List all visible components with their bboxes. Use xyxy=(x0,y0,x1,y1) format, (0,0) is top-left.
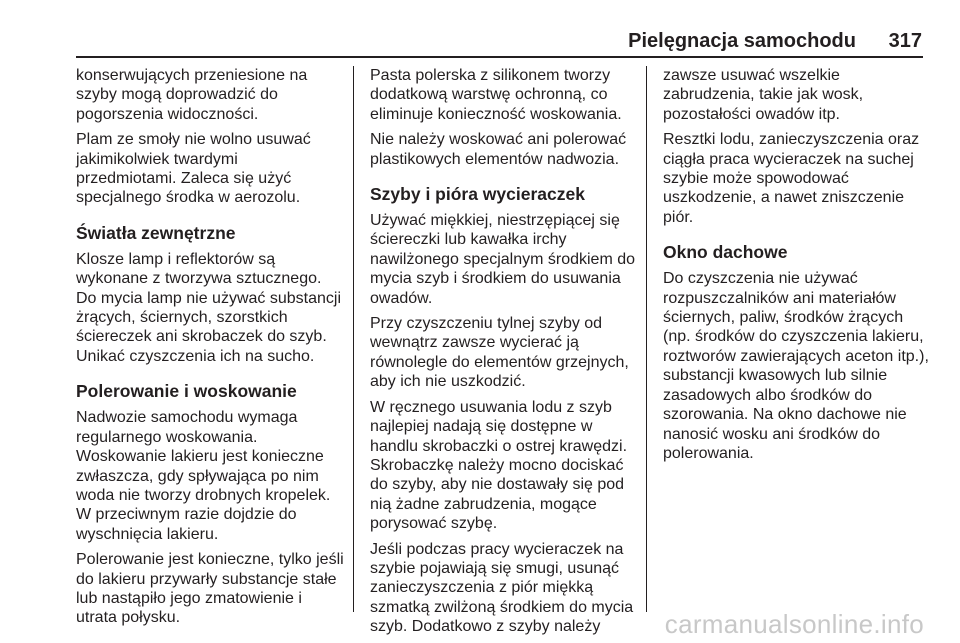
text-line: Jeśli podczas pracy wycieraczek na xyxy=(370,540,624,558)
text-column-3 xyxy=(663,66,931,469)
text-line: specjalnego środka w aerozolu. xyxy=(76,189,301,207)
text-line: owadów. xyxy=(370,289,433,307)
text-line: Nadwozie samochodu wymaga xyxy=(76,409,298,427)
paragraph xyxy=(370,130,638,169)
text-line: wyschnięcia lakieru. xyxy=(76,525,219,543)
text-line: roztworów zawierających aceton itp.), xyxy=(663,347,929,365)
section-heading: Okno dachowe xyxy=(663,242,788,263)
text-line: równolegle do elementów grzejnych, xyxy=(370,353,629,371)
paragraph xyxy=(76,408,344,544)
text-line: ściernych, paliw, środków żrących xyxy=(663,309,904,327)
section-heading: Światła zewnętrzne xyxy=(76,222,236,243)
text-line: dodatkową warstwę ochronną, co xyxy=(370,86,608,104)
text-line: woda nie tworzy drobnych kropelek. xyxy=(76,486,331,504)
text-line: substancji kwasowych lub silnie xyxy=(663,367,888,385)
text-line: Nie należy woskować ani polerować xyxy=(370,131,627,149)
text-line: Woskowanie lakieru jest konieczne xyxy=(76,448,324,466)
column-divider xyxy=(646,66,647,612)
paragraph xyxy=(370,398,638,534)
header-rule xyxy=(76,56,923,58)
section-heading: Polerowanie i woskowanie xyxy=(76,381,297,402)
text-line: (np. środków do czyszczenia lakieru, xyxy=(663,328,924,346)
text-line: zwłaszcza, gdy spływająca po nim xyxy=(76,467,319,485)
page-header xyxy=(0,0,960,60)
text-line: wewnątrz zawsze wycierać ją xyxy=(370,334,579,352)
text-line: porysować szybę. xyxy=(370,515,498,533)
text-line: żrących, ściernych, szorstkich xyxy=(76,309,288,327)
text-line: najlepiej nadają się dostępne w xyxy=(370,418,593,436)
text-line: handlu skrobaczki o ostrej krawędzi. xyxy=(370,437,628,455)
section-title: Pielęgnacja samochodu xyxy=(628,30,856,52)
text-line: Używać miękkiej, niestrzępiącej się xyxy=(370,212,620,230)
text-line: regularnego woskowania. xyxy=(76,428,258,446)
text-line: aby ich nie uszkodzić. xyxy=(370,373,526,391)
text-line: lub nastąpiło jego zmatowienie i xyxy=(76,589,302,607)
paragraph xyxy=(76,130,344,208)
text-column-2 xyxy=(370,66,638,643)
text-line: ciągła praca wycieraczek na suchej xyxy=(663,150,914,168)
text-line: pozostałości owadów itp. xyxy=(663,105,840,123)
text-line: Skrobaczkę należy mocno dociskać xyxy=(370,456,624,474)
text-line: Pasta polerska z silikonem tworzy xyxy=(370,67,611,84)
text-line: nanosić wosku ani środków do xyxy=(663,425,881,443)
text-line: Plam ze smoły nie wolno usuwać xyxy=(76,131,311,149)
text-line: Do czyszczenia nie używać xyxy=(663,270,858,288)
text-line: plastikowych elementów nadwozia. xyxy=(370,150,620,168)
text-line: nią żadne zabrudzenia, mogące xyxy=(370,495,597,513)
text-line: Przy czyszczeniu tylnej szyby od xyxy=(370,315,603,333)
text-line: wykonane z tworzywa sztucznego. xyxy=(76,270,322,288)
paragraph xyxy=(663,130,931,227)
text-line: szybie może spowodować xyxy=(663,170,849,188)
text-line: szyby mogą doprowadzić do xyxy=(76,86,278,104)
paragraph xyxy=(76,250,344,366)
paragraph xyxy=(370,66,638,124)
text-line: eliminuje konieczność woskowania. xyxy=(370,105,622,123)
text-line: zanieczyszczenia z piór miękką xyxy=(370,579,594,597)
text-line: Do mycia lamp nie używać substancji xyxy=(76,289,341,307)
text-line: polerowania. xyxy=(663,444,754,462)
text-line: rozpuszczalników ani materiałów xyxy=(663,289,896,307)
text-line: zabrudzenia, takie jak wosk, xyxy=(663,86,864,104)
paragraph xyxy=(370,211,638,308)
text-line: szybie pojawiają się smugi, usunąć xyxy=(370,559,620,577)
text-line: przedmiotami. Zaleca się użyć xyxy=(76,170,292,188)
text-line: Klosze lamp i reflektorów są xyxy=(76,250,276,268)
watermark-text[interactable]: carmanualsonline.info xyxy=(664,609,924,639)
paragraph xyxy=(76,550,344,628)
text-line: zawsze usuwać wszelkie xyxy=(663,67,840,84)
text-line: Resztki lodu, zanieczyszczenia oraz xyxy=(663,131,920,149)
text-line: konserwujących przeniesione na xyxy=(76,67,308,84)
text-line: uszkodzenie, a nawet zniszczenie xyxy=(663,189,905,207)
text-line: pogorszenia widoczności. xyxy=(76,105,259,123)
paragraph xyxy=(370,314,638,392)
text-line: zasadowych albo środków do xyxy=(663,386,873,404)
text-line: szyb. Dodatkowo z szyby należy xyxy=(370,618,601,636)
text-line: mycia szyb i środkiem do usuwania xyxy=(370,270,621,288)
column-divider xyxy=(353,66,354,612)
text-line: szorowania. Na okno dachowe nie xyxy=(663,406,907,424)
text-line: szmatką zwilżoną środkiem do mycia xyxy=(370,598,634,616)
text-line: jakimikolwiek twardymi xyxy=(76,150,238,168)
section-heading: Szyby i pióra wycieraczek xyxy=(370,184,585,205)
page-number: 317 xyxy=(888,30,922,52)
text-line: piór. xyxy=(663,208,694,226)
text-line: Unikać czyszczenia ich na sucho. xyxy=(76,347,315,365)
text-line: nawilżonego specjalnym środkiem do xyxy=(370,250,636,268)
text-line: ściereczki lub kawałka irchy xyxy=(370,231,567,249)
text-line: W przeciwnym razie dojdzie do xyxy=(76,506,297,524)
text-line: utrata połysku. xyxy=(76,609,181,627)
text-line: Polerowanie jest konieczne, tylko jeśli xyxy=(76,551,344,569)
paragraph xyxy=(370,540,638,637)
text-line: W ręcznego usuwania lodu z szyb xyxy=(370,398,612,416)
text-line: ściereczek ani skrobaczek do szyb. xyxy=(76,328,327,346)
text-line: do lakieru przywarły substancje stałe xyxy=(76,570,337,588)
paragraph xyxy=(663,66,931,124)
text-column-1 xyxy=(76,66,344,634)
paragraph xyxy=(663,269,931,463)
paragraph xyxy=(76,66,344,124)
text-line: do szyby, aby nie dostawały się pod xyxy=(370,476,625,494)
